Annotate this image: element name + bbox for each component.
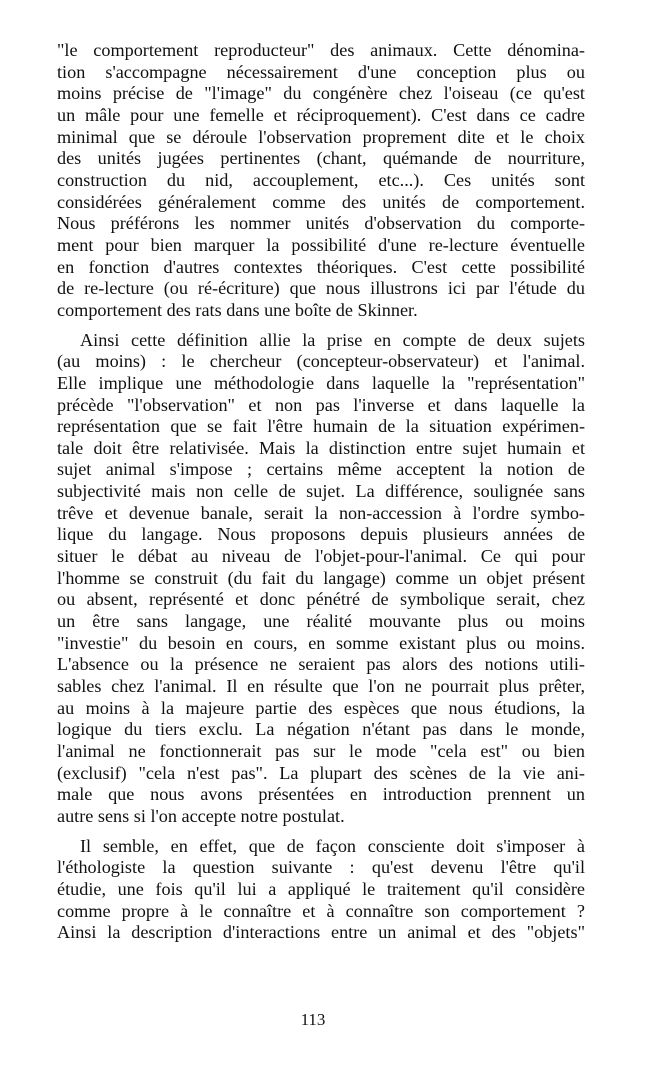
text-line: tale doit être relativisée. Mais la distinction entre sujet humain et	[57, 437, 585, 458]
text-line: en fonction d'autres contextes théoriques. C'est cette possibilité	[57, 256, 585, 277]
text-line: L'absence ou la présence ne seraient pas alors des notions utili-	[57, 654, 585, 675]
text-line: trêve et devenue banale, serait la non-accession à l'ordre symbo-	[57, 502, 585, 523]
text-line: de re-lecture (ou ré-écriture) que nous illustrons ici par l'étude du	[57, 278, 585, 299]
text-line: un être sans langage, une réalité mouvante plus ou moins	[57, 611, 585, 632]
text-line: précède "l'observation" et non pas l'inverse et dans laquelle la	[57, 394, 585, 415]
paragraph	[57, 836, 585, 944]
text-line: l'animal ne fonctionnerait pas sur le mode "cela est" ou bien	[57, 741, 585, 761]
body-text	[57, 40, 585, 952]
text-line: minimal que se déroule l'observation proprement dite et le choix	[57, 126, 585, 147]
text-line: comme propre à le connaître et à connaître son comportement ?	[57, 900, 585, 921]
text-line: au moins à la majeure partie des espèces que nous étudions, la	[57, 697, 585, 718]
paragraph	[57, 330, 585, 828]
text-line: comportement des rats dans une boîte de Skinner.	[57, 299, 418, 320]
text-line: Elle implique une méthodologie dans laquelle la "représentation"	[57, 372, 585, 393]
text-line: "le comportement reproducteur" des animaux. Cette dénomina-	[57, 40, 585, 60]
text-line: représentation que se fait l'être humain de la situation expérimen-	[57, 416, 585, 437]
text-line: autre sens si l'on accepte notre postulat.	[57, 805, 345, 826]
text-line: Ainsi la description d'interactions entre un animal et des "objets"	[57, 922, 585, 943]
text-line: étudie, une fois qu'il lui a appliqué le traitement qu'il considère	[57, 878, 585, 899]
text-line: situer le débat au niveau de l'objet-pour-l'animal. Ce qui pour	[57, 546, 585, 567]
text-line: construction du nid, accouplement, etc...). Ces unités sont	[57, 169, 585, 190]
page-number-label: 113	[300, 1010, 326, 1029]
text-line: sables chez l'animal. Il en résulte que l'on ne pourrait plus prêter,	[57, 676, 585, 697]
text-line: l'éthologiste la question suivante : qu'est devenu l'être qu'il	[57, 857, 585, 878]
text-line: moins précise de "l'image" du congénère chez l'oiseau (ce qu'est	[57, 83, 585, 104]
text-line: considérées généralement comme des unités de comportement.	[57, 191, 585, 212]
text-line: subjectivité mais non celle de sujet. La différence, soulignée sans	[57, 481, 585, 502]
text-line: un mâle pour une femelle et réciproquement). C'est dans ce cadre	[57, 104, 585, 125]
text-line: sujet animal s'impose ; certains même acceptent la notion de	[57, 459, 585, 480]
text-line: tion s'accompagne nécessairement d'une conception plus ou	[57, 61, 585, 82]
text-line: Il semble, en effet, que de façon consciente doit s'imposer à	[80, 835, 585, 856]
text-line: Ainsi cette définition allie la prise en compte de deux sujets	[80, 329, 585, 350]
text-line: ou absent, représenté et donc pénétré de symbolique serait, chez	[57, 589, 585, 610]
page-number	[0, 1010, 650, 1030]
text-line: (au moins) : le chercheur (concepteur-observateur) et l'animal.	[57, 351, 585, 372]
text-line: Nous préférons les nommer unités d'observation du comporte-	[57, 213, 585, 234]
text-line: "investie" du besoin en cours, en somme existant plus ou moins.	[57, 632, 585, 653]
text-line: ment pour bien marquer la possibilité d'une re-lecture éventuelle	[57, 234, 585, 255]
text-line: logique du tiers exclu. La négation n'étant pas dans le monde,	[57, 719, 585, 740]
text-line: l'homme se construit (du fait du langage) comme un objet présent	[57, 567, 585, 588]
text-line: (exclusif) "cela n'est pas". La plupart des scènes de la vie ani-	[57, 762, 585, 783]
paragraph	[57, 40, 585, 322]
text-line: lique du langage. Nous proposons depuis plusieurs années de	[57, 524, 585, 545]
text-line: male que nous avons présentées en introduction prennent un	[57, 784, 585, 805]
text-line: des unités jugées pertinentes (chant, quémande de nourriture,	[57, 148, 585, 169]
